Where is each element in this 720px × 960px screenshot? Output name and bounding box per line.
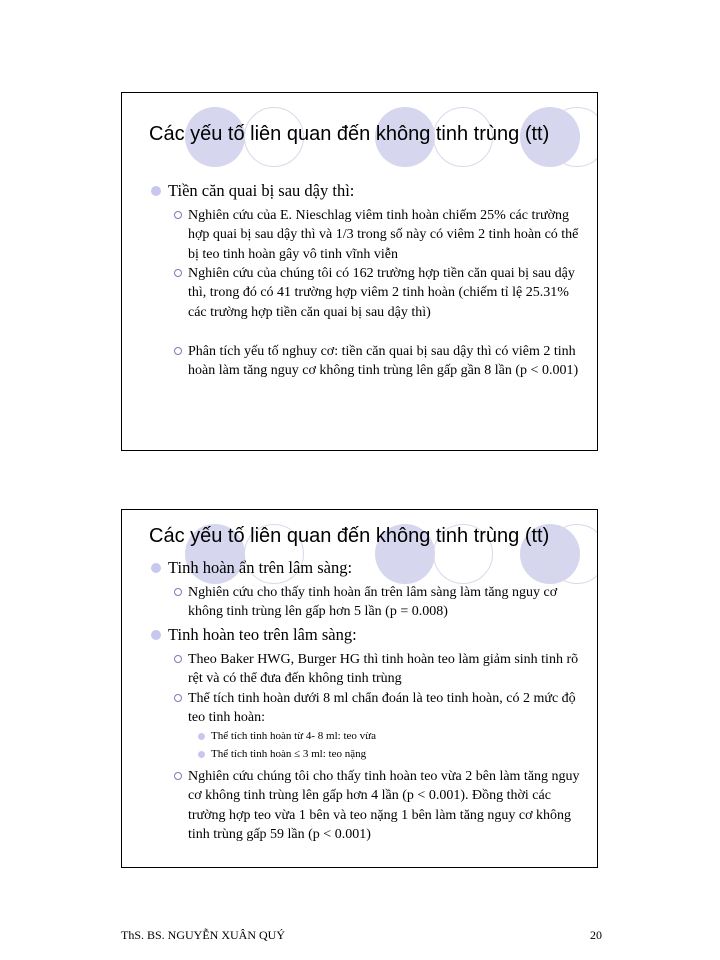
slide-2 [121, 509, 598, 868]
ring-bullet-icon [174, 347, 182, 355]
ring-bullet-icon [174, 269, 182, 277]
bullet-dot-icon [151, 186, 161, 196]
sub-bullet-item [172, 767, 583, 844]
bullet-dot-icon [151, 630, 161, 640]
slide-title: Các yếu tố liên quan đến không tinh trùng (tt) [149, 123, 550, 145]
sub-bullet-item [172, 264, 583, 322]
footer-author: ThS. BS. NGUYỄN XUÂN QUÝ [121, 928, 286, 942]
sub-bullet-text: Theo Baker HWG, Burger HG thì tinh hoàn teo làm giảm sinh tinh rõ rệt và có thể đưa đến không tinh trùng [188, 652, 579, 687]
ring-bullet-icon [174, 772, 182, 780]
small-dot-icon [198, 751, 205, 758]
sub-bullet-item [172, 650, 583, 689]
ring-bullet-icon [174, 211, 182, 219]
ring-bullet-icon [174, 694, 182, 702]
sub-bullet-item [172, 689, 583, 728]
bullet-item [148, 558, 352, 578]
ring-bullet-icon [174, 655, 182, 663]
sub-bullet-text: Nghiên cứu của E. Nieschlag viêm tinh hoàn chiếm 25% các trường hợp quai bị sau dậy thì và 1/3 trong số này có viêm 2 tinh hoàn có thể bị teo tinh hoàn gây vô tinh vĩnh viễn [188, 208, 579, 262]
sub-bullet-item [172, 583, 583, 622]
bullet-dot-icon [151, 563, 161, 573]
bullet-text: Tiền căn quai bị sau dậy thì: [168, 181, 355, 200]
bullet-text: Tinh hoàn ẩn trên lâm sàng: [168, 558, 353, 577]
bullet-text: Tinh hoàn teo trên lâm sàng: [168, 625, 357, 644]
level3-bullet-text: Thể tích tinh hoàn ≤ 3 ml: teo nặng [211, 748, 367, 760]
level3-bullet-item [198, 747, 366, 762]
sub-bullet-text: Thể tích tinh hoàn dưới 8 ml chẩn đoán là teo tinh hoàn, có 2 mức độ teo tinh hoàn: [188, 691, 576, 726]
sub-bullet-text: Nghiên cứu cho thấy tinh hoàn ẩn trên lâm sàng làm tăng nguy cơ không tinh trùng lên gấp hơn 5 lần (p = 0.008) [188, 585, 558, 620]
page-number: 20 [590, 928, 602, 942]
small-dot-icon [198, 733, 205, 740]
level3-bullet-text: Thể tích tinh hoàn từ 4- 8 ml: teo vừa [211, 730, 376, 742]
sub-bullet-text: Nghiên cứu của chúng tôi có 162 trường hợp tiền căn quai bị sau dậy thì, trong đó có 41 trường hợp viêm 2 tinh hoàn (chiếm tỉ lệ 25.31% các trường hợp tiền căn quai bị sau dậy thì) [188, 266, 575, 320]
sub-bullet-item [172, 342, 583, 381]
slide-1 [121, 92, 598, 451]
ring-bullet-icon [174, 588, 182, 596]
sub-bullet-text: Nghiên cứu chúng tôi cho thấy tinh hoàn teo vừa 2 bên làm tăng nguy cơ không tinh trùng lên gấp hơn 4 lần (p < 0.001). Đồng thời các trường hợp teo vừa 1 bên và teo nặng 1 bên làm tăng nguy cơ không tinh trùng gấp 59 lần (p < 0.001) [188, 769, 580, 842]
slide-title: Các yếu tố liên quan đến không tinh trùng (tt) [149, 525, 550, 547]
bullet-item [148, 181, 354, 201]
level3-bullet-item [198, 729, 376, 744]
bullet-item [148, 625, 357, 645]
sub-bullet-item [172, 206, 583, 264]
sub-bullet-text: Phân tích yếu tố nghuy cơ: tiền căn quai bị sau dậy thì có viêm 2 tinh hoàn làm tăng nguy cơ không tinh trùng lên gấp gần 8 lần (p < 0.001) [188, 344, 579, 379]
